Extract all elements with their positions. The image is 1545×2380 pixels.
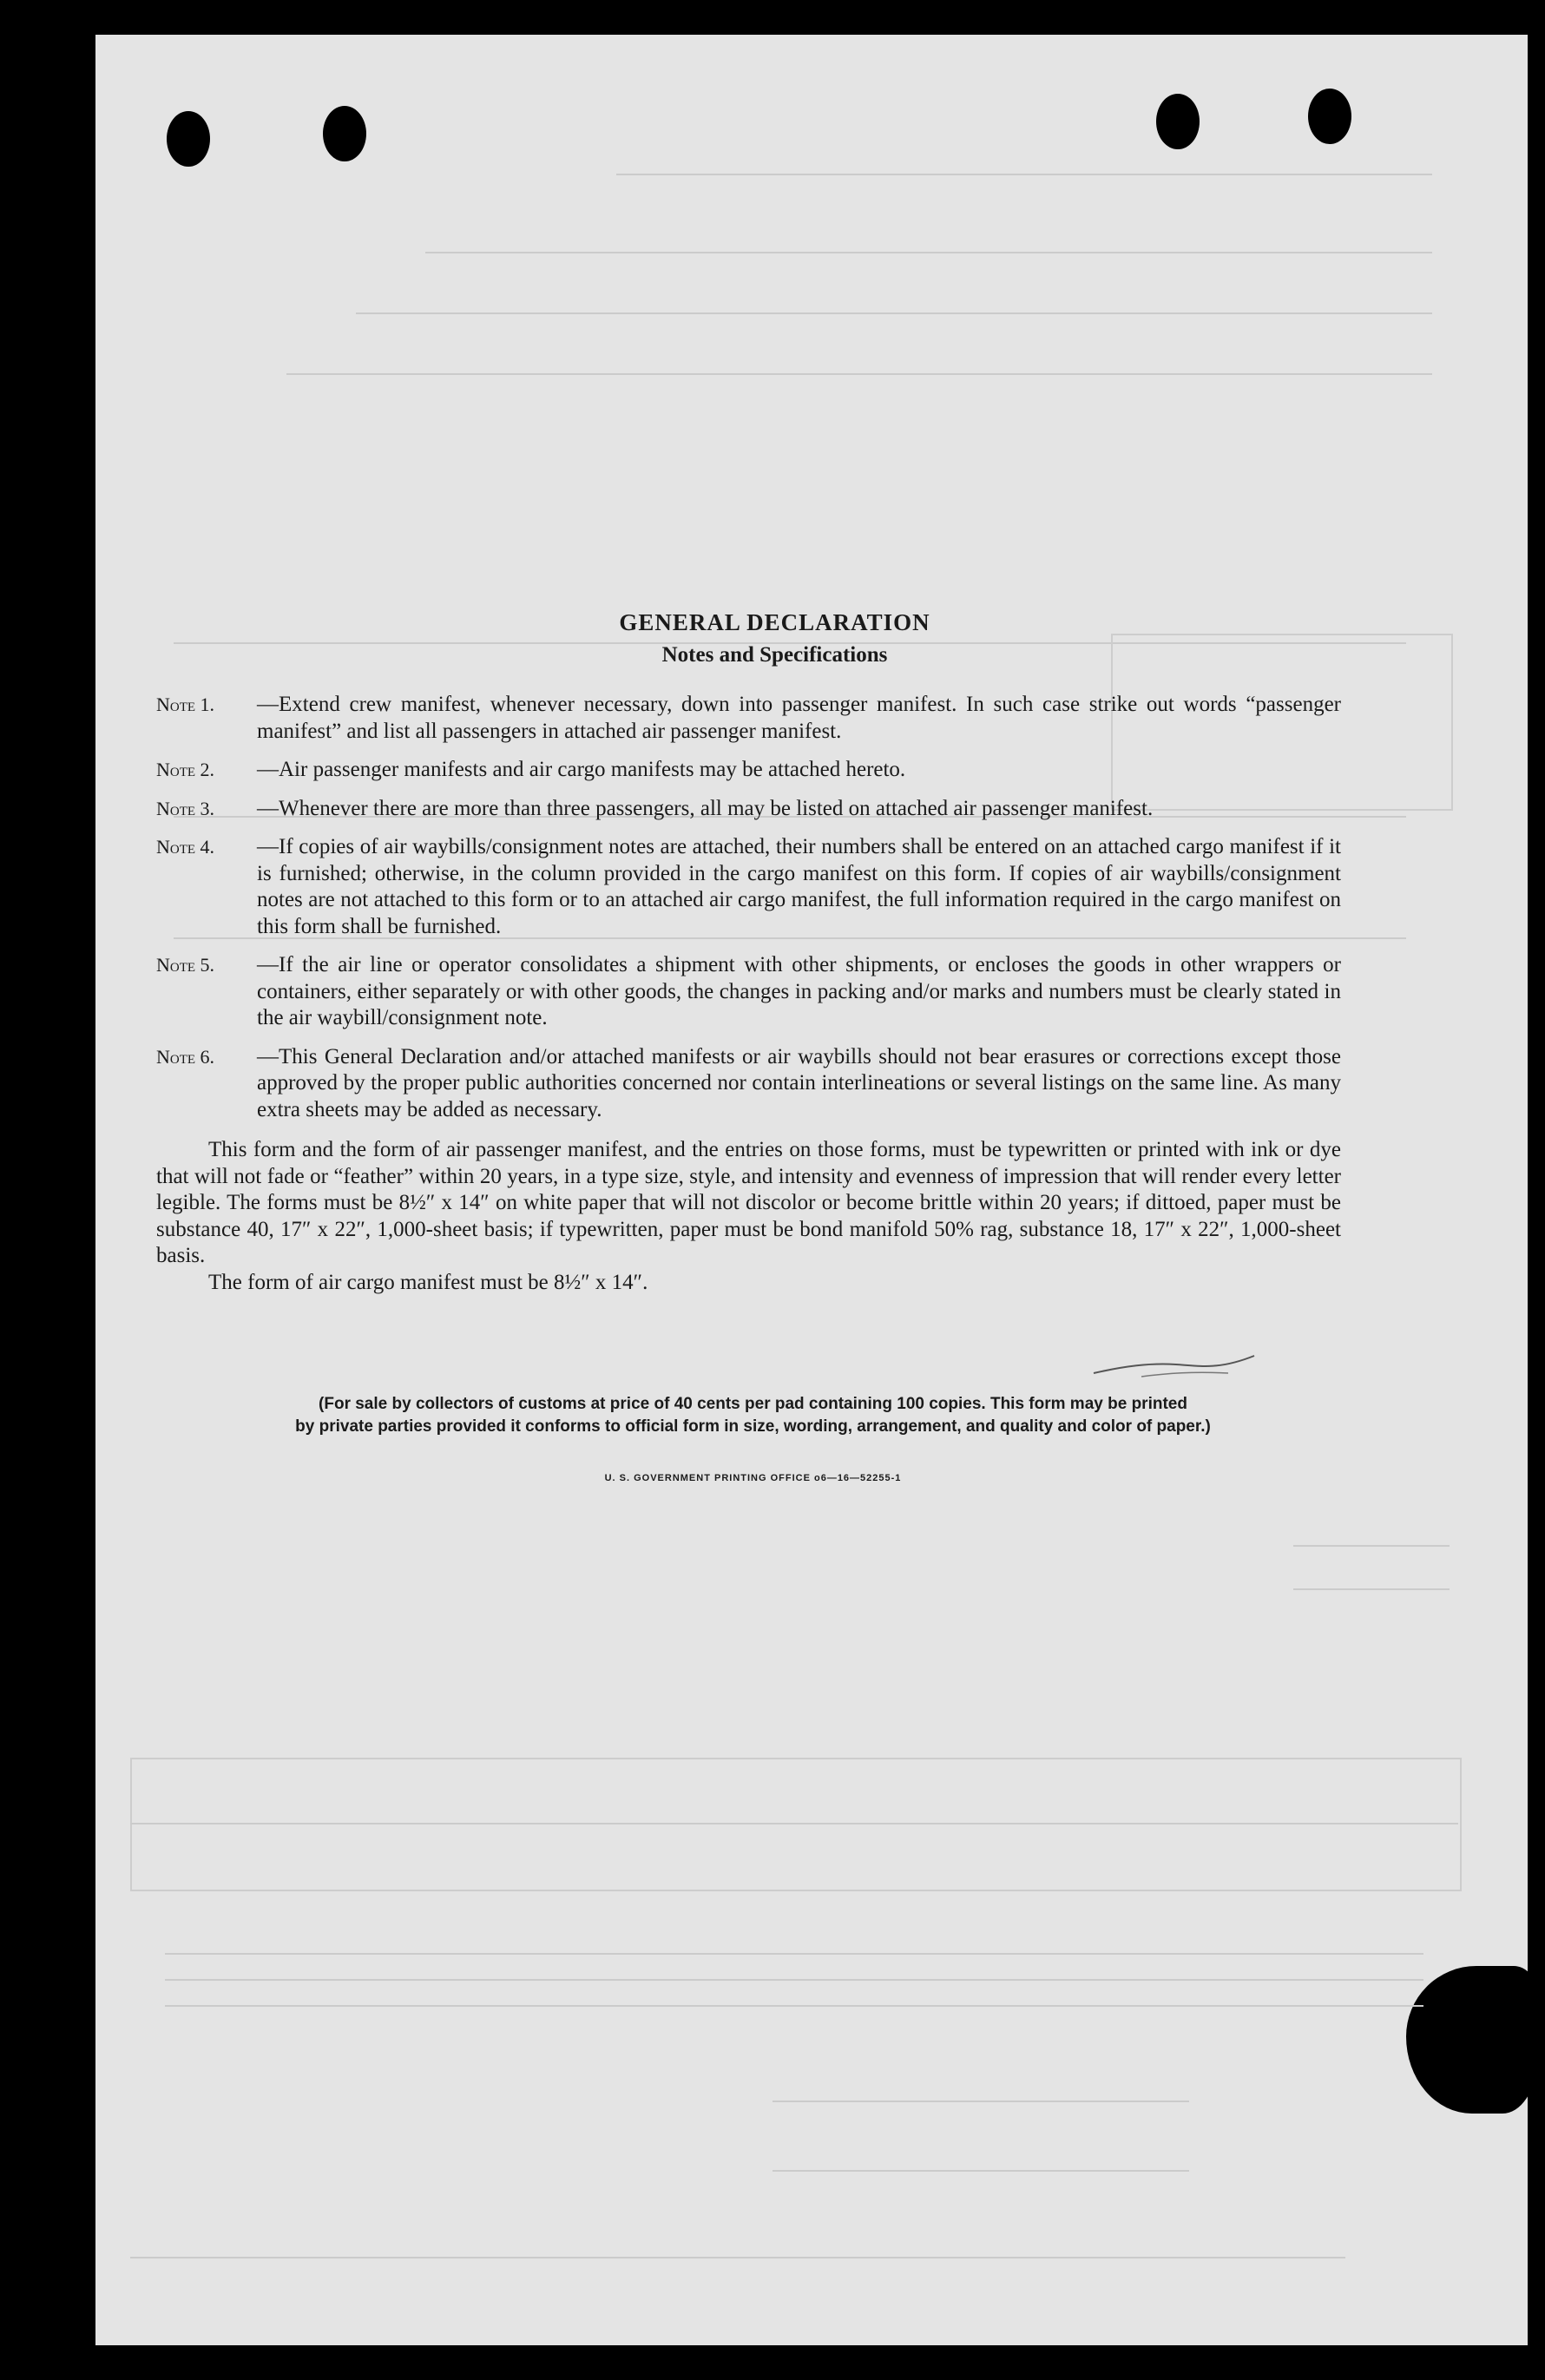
- notes-list: [156, 692, 1350, 1123]
- note-label: Note 1.: [156, 694, 215, 715]
- punch-hole-left: [167, 111, 210, 167]
- notes-section: [156, 609, 1350, 1483]
- punch-hole-center: [323, 106, 366, 161]
- punch-hole-right-2: [1308, 89, 1351, 144]
- sale-note: [156, 1393, 1350, 1438]
- page-subtitle: Notes and Specifications: [661, 643, 888, 667]
- note-item: [156, 952, 1350, 1032]
- note-text: —If the air line or operator consolidates a shipment with other shipments, or encloses the goods in other wrappers or containers, either separately or with other goods, the changes in packing and/or marks and numbers must be clearly stated in the air waybill/consignment note.: [257, 953, 1341, 1029]
- note-label: Note 6.: [156, 1045, 215, 1068]
- note-item: [156, 834, 1350, 940]
- torn-corner: [1406, 1966, 1528, 2114]
- note-text: —Whenever there are more than three passengers, all may be listed on attached air passenger manifest.: [257, 796, 1154, 820]
- note-item: [156, 796, 1350, 823]
- note-text: —Air passenger manifests and air cargo manifests may be attached hereto.: [257, 758, 906, 781]
- note-text: —This General Declaration and/or attached manifests or air waybills should not bear erasures or corrections except those approved by the proper public authorities concerned nor contain interlineations or several listings on the same line. As many extra sheets may be added as necessary.: [257, 1044, 1341, 1121]
- note-text: —Extend crew manifest, whenever necessary, down into passenger manifest. In such case strike out words “passenger manifest” and list all passengers in attached air passenger manifest.: [257, 693, 1341, 743]
- note-item: [156, 1044, 1350, 1124]
- note-label: Note 5.: [156, 954, 215, 976]
- note-label: Note 3.: [156, 797, 215, 819]
- sale-note-line: (For sale by collectors of customs at price of 40 cents per pad containing 100 copies. This form may be printed: [319, 1395, 1187, 1413]
- printer-imprint: U. S. GOVERNMENT PRINTING OFFICE o6—16—52255-1: [604, 1473, 902, 1483]
- sale-note-line: by private parties provided it conforms to official form in size, wording, arrangement, and quality and color of paper.): [295, 1417, 1211, 1436]
- note-label: Note 2.: [156, 759, 215, 780]
- paragraph-cargo-size: The form of air cargo manifest must be 8½″ x 14″.: [208, 1270, 648, 1294]
- note-text: —If copies of air waybills/consignment notes are attached, their numbers shall be entered on an attached cargo manifest if it is furnished; otherwise, in the column provided in the cargo manifest on this form. If copies of air waybills/consignment notes are not attached to this form or to an attached air cargo manifest, the full information required in the cargo manifest on this form shall be furnished.: [257, 835, 1341, 938]
- note-item: [156, 757, 1350, 784]
- form-specification-paragraph: [156, 1137, 1350, 1296]
- page-title: GENERAL DECLARATION: [619, 609, 930, 635]
- paragraph-text: This form and the form of air passenger manifest, and the entries on those forms, must be typewritten or printed with ink or dye that will not fade or “feather” within 20 years, in a type size, style, and intensity and evenness of impression that will render every letter legible. The forms must be 8½″ x 14″ on white paper that will not discolor or become brittle within 20 years; if dittoed, paper must be substance 40, 17″ x 22″, 1,000-sheet basis; if typewritten, paper must be bond manifold 50% rag, substance 18, 17″ x 22″, 1,000-sheet basis.: [156, 1138, 1341, 1267]
- punch-hole-right-1: [1156, 94, 1200, 149]
- note-item: [156, 692, 1350, 745]
- note-label: Note 4.: [156, 836, 215, 858]
